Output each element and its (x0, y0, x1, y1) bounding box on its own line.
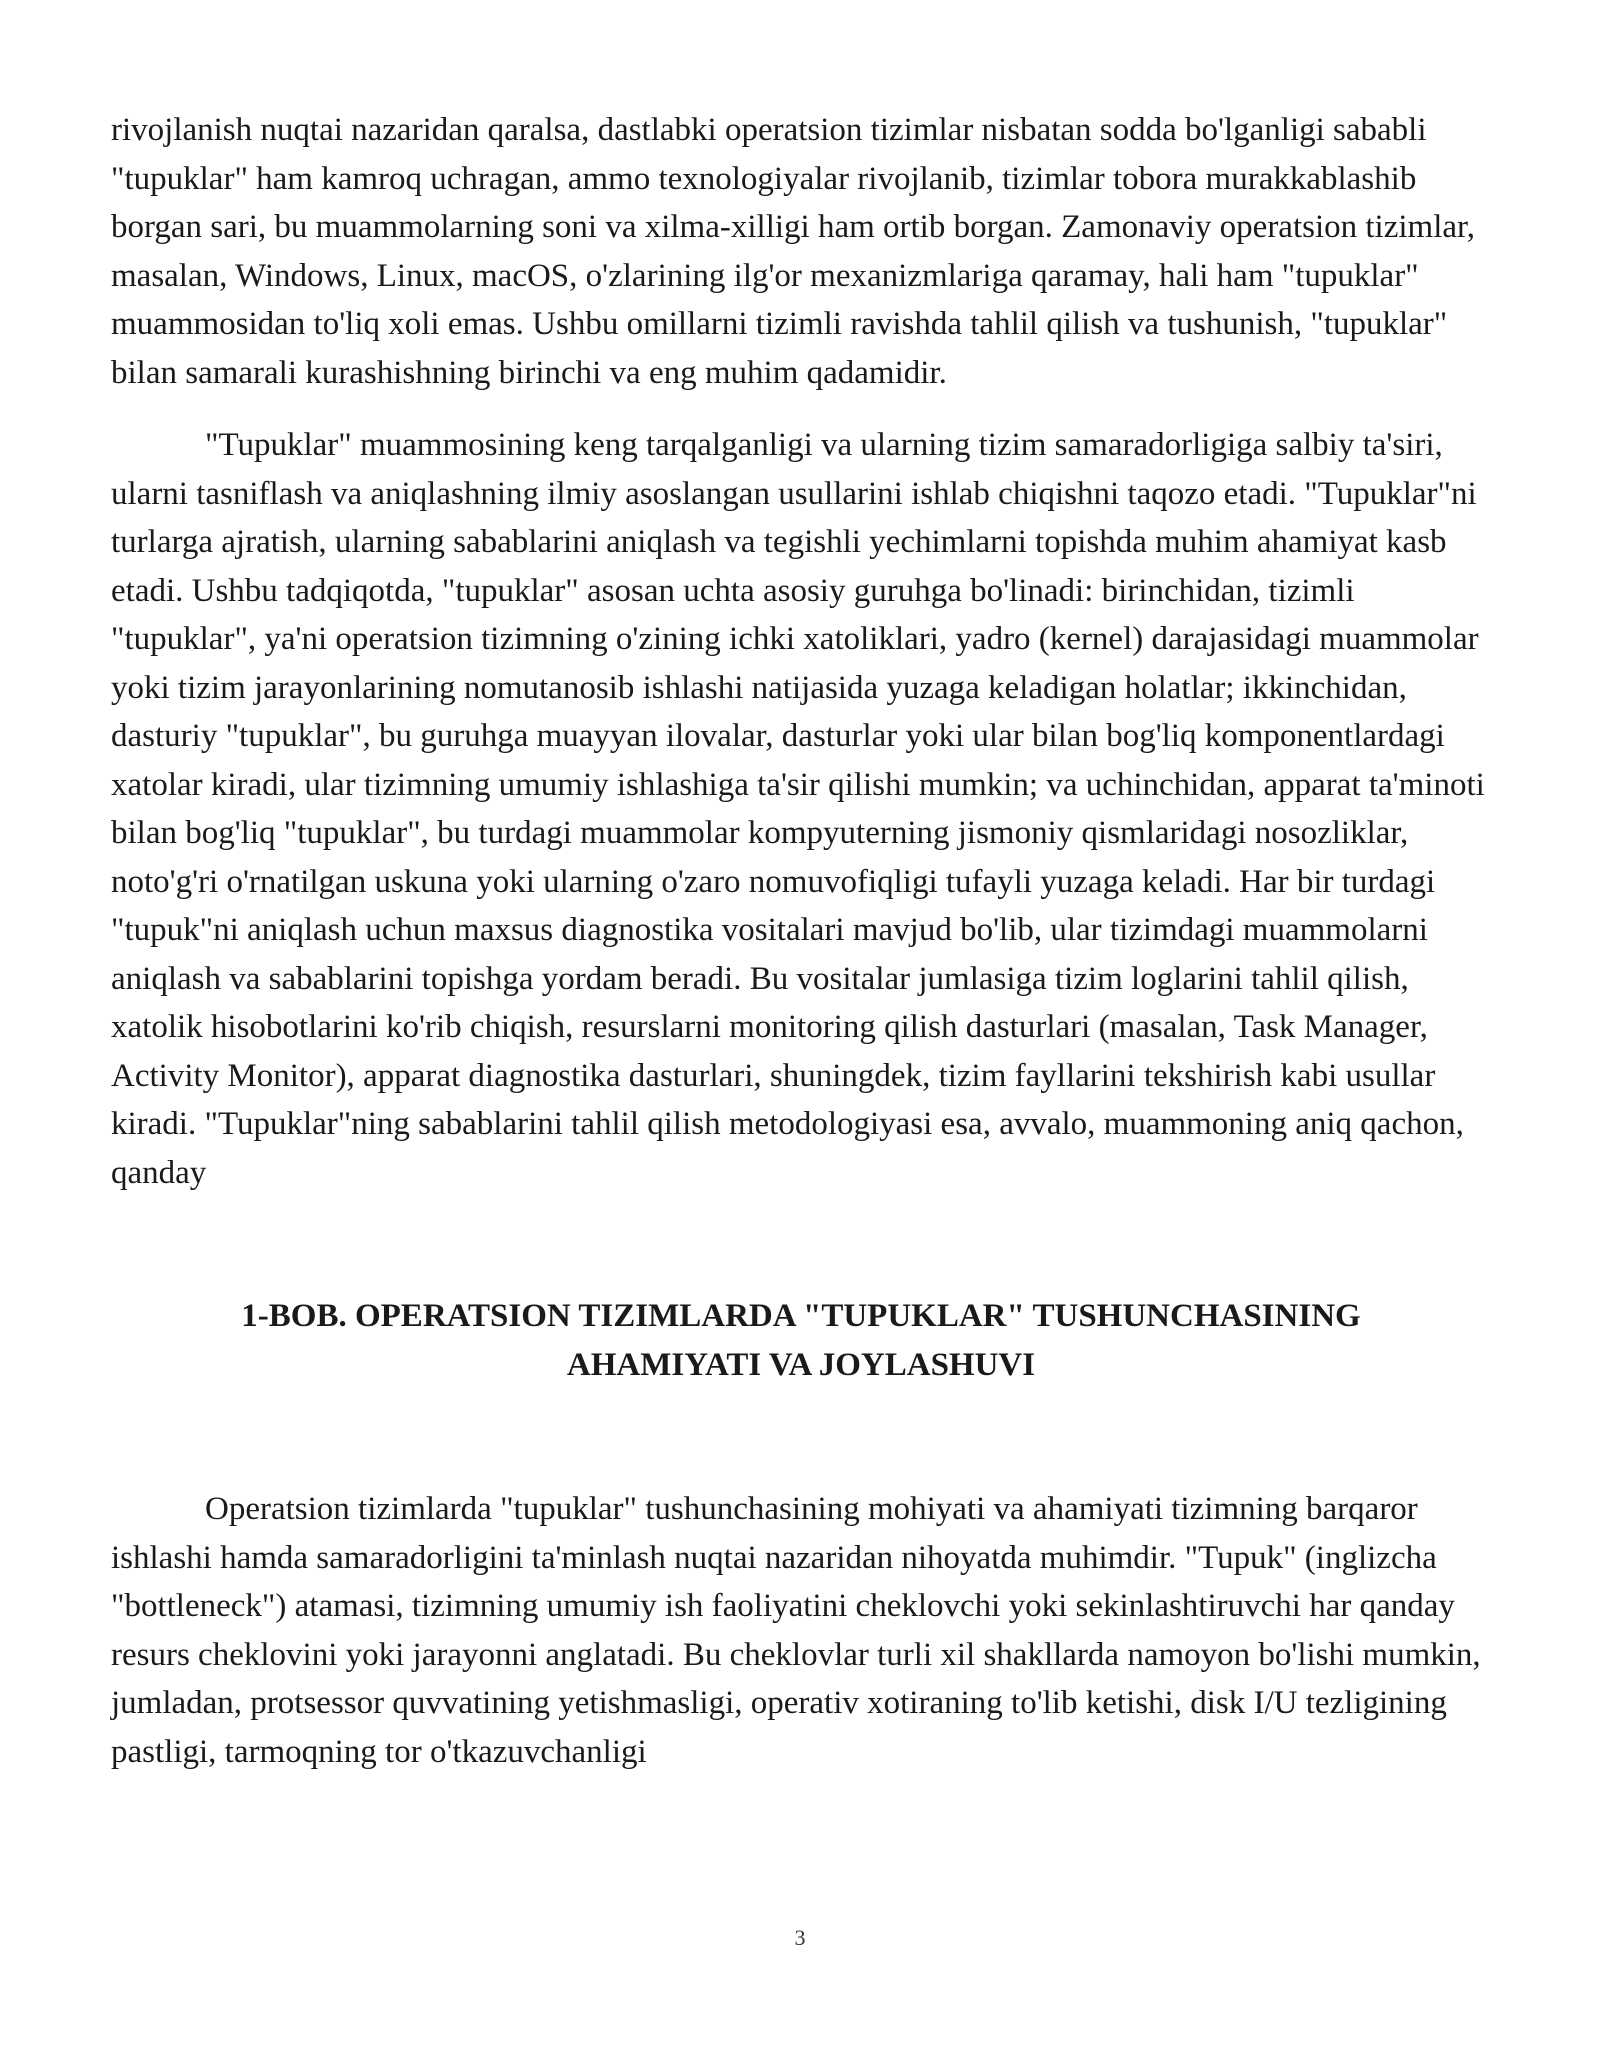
chapter-heading-line-1: 1-BOB. OPERATSION TIZIMLARDA "TUPUKLAR" TUSHUNCHASINING (241, 1298, 1361, 1334)
chapter-heading (111, 1292, 1491, 1390)
paragraph-continuation: rivojlanish nuqtai nazaridan qaralsa, dastlabki operatsion tizimlar nisbatan sodda bo'lganligi sababli "tupuklar" ham kamroq uchragan, ammo texnologiyalar rivojlanib, tizimlar tobora murakkablashib borgan sari, bu muammolarning soni va xilma-xilligi ham ortib borgan. Zamonaviy operatsion tizimlar, masalan, Windows, Linux, macOS, o'zlarining ilg'or mexanizmlariga qaramay, hali ham "tupuklar" muammosidan to'liq xoli emas. Ushbu omillarni tizimli ravishda tahlil qilish va tushunish, "tupuklar" bilan samarali kurashishning birinchi va eng muhim qadamidir. (111, 112, 1475, 391)
chapter-heading-line-2: AHAMIYATI VA JOYLASHUVI (566, 1347, 1036, 1383)
paragraph-chapter-intro: Operatsion tizimlarda "tupuklar" tushunchasining mohiyati va ahamiyati tizimning barqaror ishlashi hamda samaradorligini ta'minlash nuqtai nazaridan nihoyatda muhimdir. "Tupuk" (inglizcha "bottleneck") atamasi, tizimning umumiy ish faoliyatini cheklovchi yoki sekinlashtiruvchi har qanday resurs cheklovini yoki jarayonni anglatadi. Bu cheklovlar turli xil shakllarda namoyon bo'lishi mumkin, jumladan, protsessor quvvatining yetishmasligi, operativ xotiraning to'lib ketishi, disk I/U tezligining pastligi, tarmoqning tor o'tkazuvchanligi (111, 1491, 1481, 1770)
paragraph-classification: "Tupuklar" muammosining keng tarqalganligi va ularning tizim samaradorligiga salbiy ta'siri, ularni tasniflash va aniqlashning ilmiy asoslangan usullarini ishlab chiqishni taqozo etadi. "Tupuklar"ni turlarga ajratish, ularning sabablarini aniqlash va tegishli yechimlarni topishda muhim ahamiyat kasb etadi. Ushbu tadqiqotda, "tupuklar" asosan uchta asosiy guruhga bo'linadi: birinchidan, tizimli "tupuklar", ya'ni operatsion tizimning o'zining ichki xatoliklari, yadro (kernel) darajasidagi muammolar yoki tizim jarayonlarining nomutanosib ishlashi natijasida yuzaga keladigan holatlar; ikkinchidan, dasturiy "tupuklar", bu guruhga muayyan ilovalar, dasturlar yoki ular bilan bog'liq komponentlardagi xatolar kiradi, ular tizimning umumiy ishlashiga ta'sir qilishi mumkin; va uchinchidan, apparat ta'minoti bilan bog'liq "tupuklar", bu turdagi muammolar kompyuterning jismoniy qismlaridagi nosozliklar, noto'g'ri o'rnatilgan uskuna yoki ularning o'zaro nomuvofiqligi tufayli yuzaga keladi. Har bir turdagi "tupuk"ni aniqlash uchun maxsus diagnostika vositalari mavjud bo'lib, ular tizimdagi muammolarni aniqlash va sabablarini topishga yordam beradi. Bu vositalar jumlasiga tizim loglarini tahlil qilish, xatolik hisobotlarini ko'rib chiqish, resurslarni monitoring qilish dasturlari (masalan, Task Manager, Activity Monitor), apparat diagnostika dasturlari, shuningdek, tizim fayllarini tekshirish kabi usullar kiradi. "Tupuklar"ning sabablarini tahlil qilish metodologiyasi esa, avvalo, muammoning aniq qachon, qanday (111, 427, 1485, 1191)
page-number: 3 (794, 1925, 806, 1950)
page-body (111, 106, 1491, 1776)
